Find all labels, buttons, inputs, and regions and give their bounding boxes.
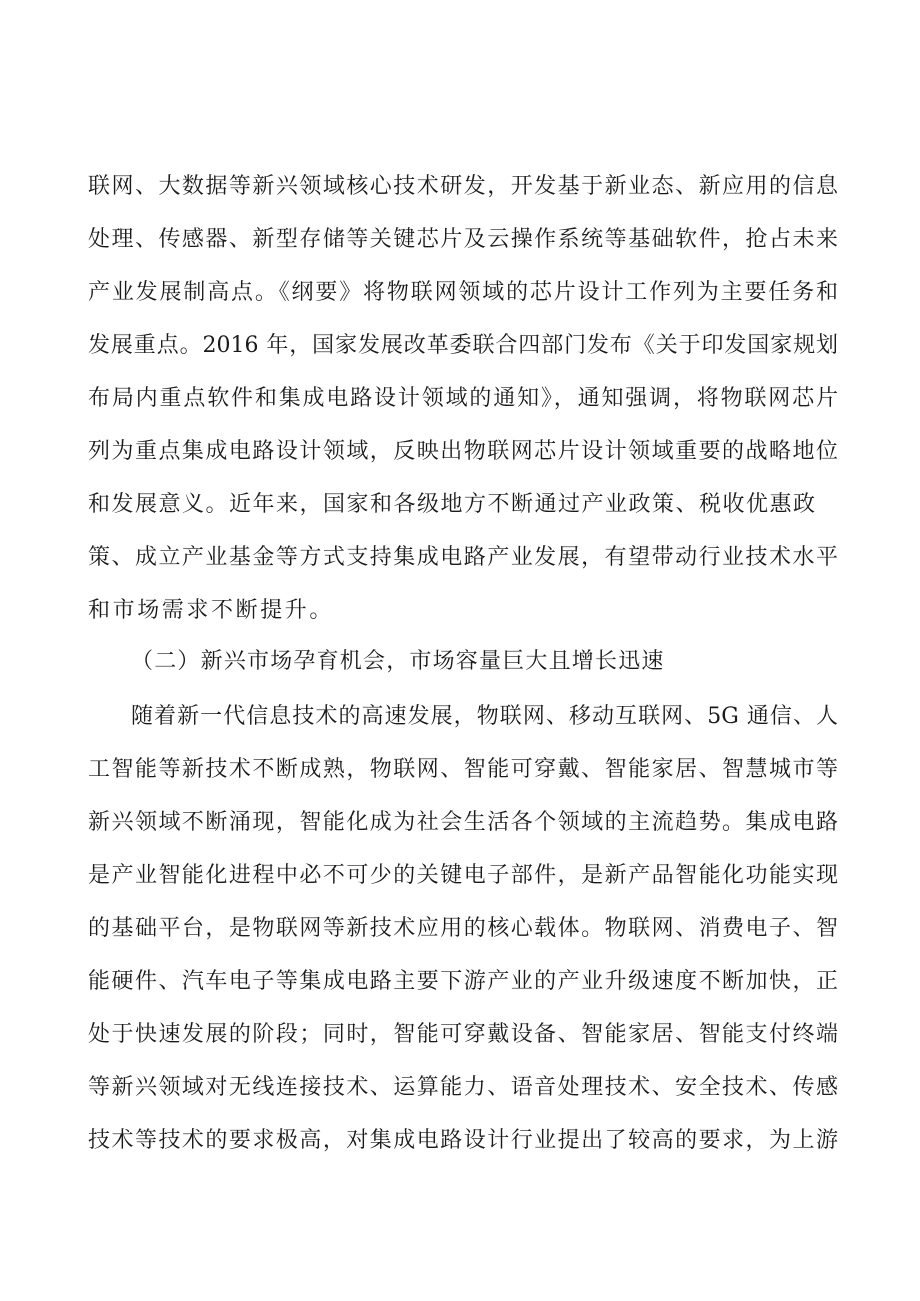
paragraph-2-line-6: 能硬件、汽车电子等集成电路主要下游产业的产业升级速度不断加快，正 (88, 969, 838, 994)
paragraph-2-line-4: 是产业智能化进程中必不可少的关键电子部件，是新产品智能化功能实现 (88, 863, 838, 888)
paragraph-2-line-7: 处于快速发展的阶段；同时，智能可穿戴设备、智能家居、智能支付终端 (88, 1022, 838, 1047)
section-heading: （二）新兴市场孕育机会，市场容量巨大且增长迅速 (131, 649, 665, 674)
paragraph-2-line-3: 新兴领域不断涌现，智能化成为社会生活各个领域的主流趋势。集成电路 (88, 810, 838, 835)
paragraph-1-line-6: 列为重点集成电路设计领域，反映出物联网芯片设计领域重要的战略地位 (88, 439, 838, 464)
paragraph-2-line-2: 工智能等新技术不断成熟，物联网、智能可穿戴、智能家居、智慧城市等 (88, 757, 838, 782)
paragraph-2-line-5: 的基础平台，是物联网等新技术应用的核心载体。物联网、消费电子、智 (88, 916, 838, 941)
paragraph-1-line-9: 和市场需求不断提升。 (88, 598, 335, 623)
paragraph-2-line-1: 随着新一代信息技术的高速发展，物联网、移动互联网、5G 通信、人 (131, 704, 838, 729)
paragraph-1-line-8: 策、成立产业基金等方式支持集成电路产业发展，有望带动行业技术水平 (88, 545, 838, 570)
paragraph-1-line-1: 联网、大数据等新兴领域核心技术研发，开发基于新业态、新应用的信息 (88, 174, 838, 199)
paragraph-2-line-8: 等新兴领域对无线连接技术、运算能力、语音处理技术、安全技术、传感 (88, 1075, 838, 1100)
paragraph-1-line-5: 布局内重点软件和集成电路设计领域的通知》，通知强调，将物联网芯片 (88, 386, 838, 411)
paragraph-1-line-2: 处理、传感器、新型存储等关键芯片及云操作系统等基础软件，抢占未来 (88, 227, 838, 252)
paragraph-2-line-9: 技术等技术的要求极高，对集成电路设计行业提出了较高的要求，为上游 (88, 1128, 838, 1153)
paragraph-1-line-3: 产业发展制高点。《纲要》将物联网领域的芯片设计工作列为主要任务和 (88, 280, 838, 305)
paragraph-1-line-4: 发展重点。2016 年，国家发展改革委联合四部门发布《关于印发国家规划 (88, 333, 838, 358)
paragraph-1-line-7: 和发展意义。近年来，国家和各级地方不断通过产业政策、税收优惠政 (88, 492, 817, 517)
